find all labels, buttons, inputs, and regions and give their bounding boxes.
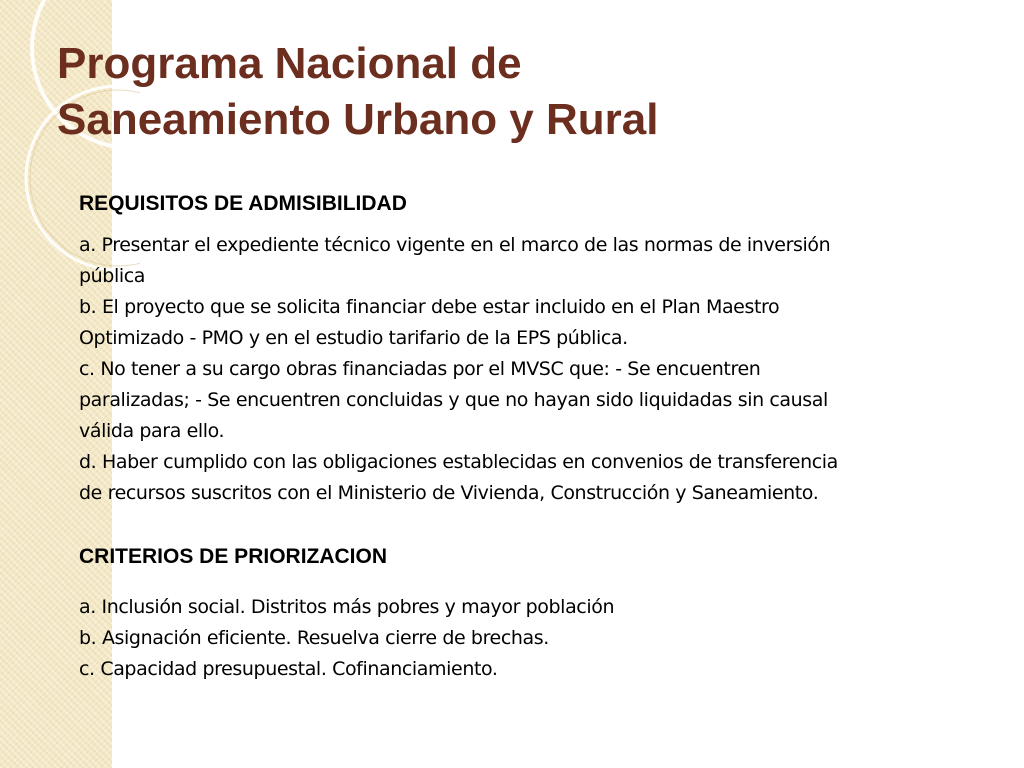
criterio-line: b. Asignación eficiente. Resuelva cierre de brechas.: [79, 627, 549, 649]
requisito-line: válida para ello.: [79, 420, 225, 442]
requisito-line: a. Presentar el expediente técnico vigente en el marco de las normas de inversión: [79, 234, 831, 256]
requisito-line: b. El proyecto que se solicita financiar debe estar incluido en el Plan Maestro: [79, 296, 780, 318]
requisito-line: Optimizado - PMO y en el estudio tarifario de la EPS pública.: [79, 327, 628, 349]
requisitos-list: [79, 230, 939, 509]
requisito-line: d. Haber cumplido con las obligaciones establecidas en convenios de transferencia: [79, 451, 838, 473]
title-line-1: Programa Nacional de: [57, 39, 522, 88]
criterio-line: a. Inclusión social. Distritos más pobres y mayor población: [79, 596, 615, 618]
criterios-list: [79, 592, 939, 685]
requisito-line: de recursos suscritos con el Ministerio de Vivienda, Construcción y Saneamiento.: [79, 482, 819, 504]
criterios-heading: CRITERIOS DE PRIORIZACION: [79, 545, 388, 568]
criterio-line: c. Capacidad presupuestal. Cofinanciamiento.: [79, 658, 498, 680]
page-title: [57, 36, 658, 148]
title-line-2: Saneamiento Urbano y Rural: [57, 95, 659, 144]
requisito-line: c. No tener a su cargo obras financiadas por el MVSC que: - Se encuentren: [79, 358, 761, 380]
requisitos-heading: REQUISITOS DE ADMISIBILIDAD: [79, 192, 407, 215]
requisito-line: paralizadas; - Se encuentren concluidas y que no hayan sido liquidadas sin causal: [79, 389, 828, 411]
requisito-line: pública: [79, 265, 146, 287]
